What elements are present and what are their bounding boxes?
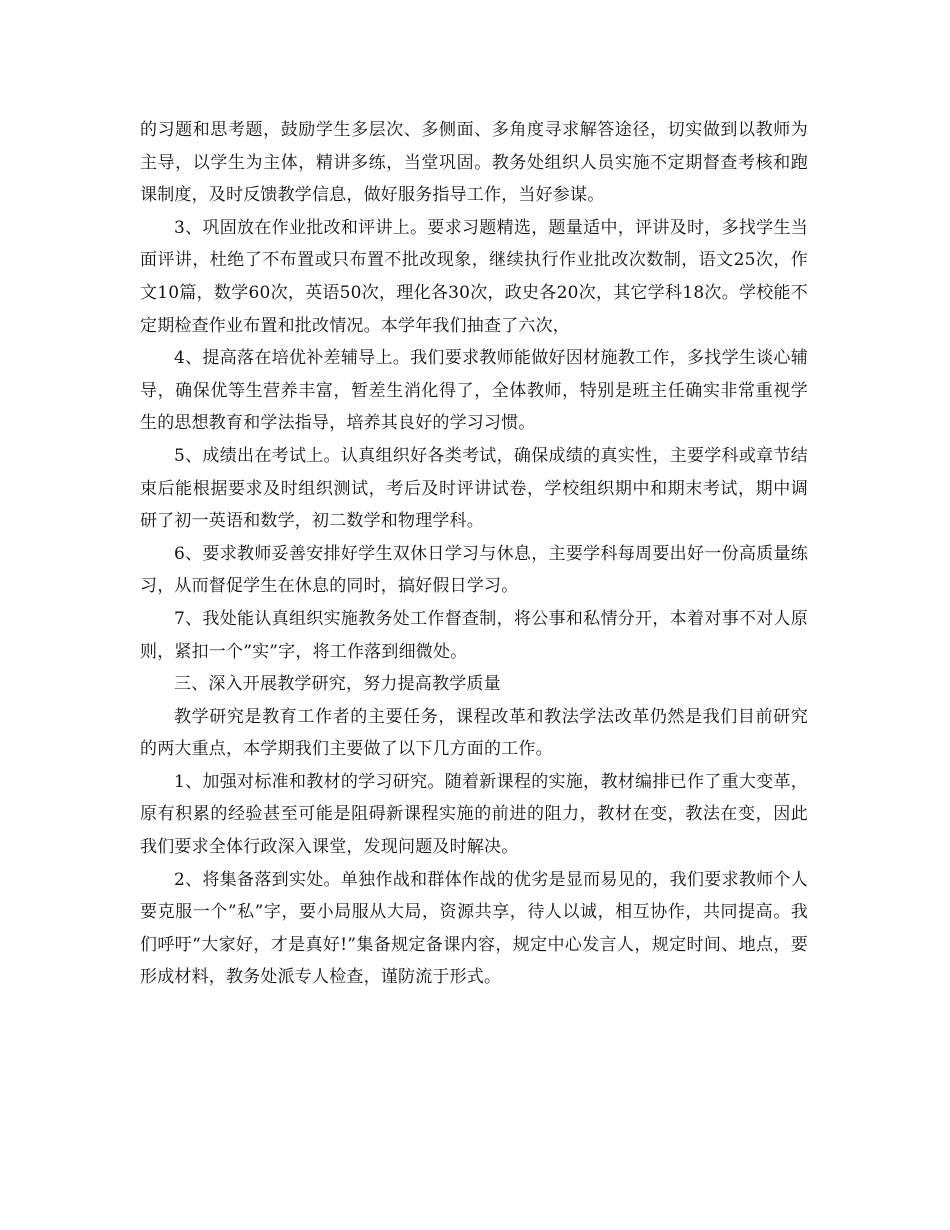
paragraph-6: 7、我处能认真组织实施教务处工作督查制，将公事和私情分开，本着对事不对人原则，紧扣一个”实”字，将工作落到细微处。 xyxy=(140,608,808,662)
paragraph-5: 6、要求教师妥善安排好学生双休日学习与休息，主要学科每周要出好一份高质量练习，从而督促学生在休息的同时，搞好假日学习。 xyxy=(140,543,808,597)
paragraph-1: 的习题和思考题，鼓励学生多层次、多侧面、多角度寻求解答途径，切实做到以教师为主导，以学生为主体，精讲多练，当堂巩固。教务处组织人员实施不定期督查考核和跑课制度，及时反馈教学信息，做好服务指导工作，当好参谋。 xyxy=(140,120,808,206)
paragraph-2: 3、巩固放在作业批改和评讲上。要求习题精选，题量适中，评讲及时，多找学生当面评讲，杜绝了不布置或只布置不批改现象，继续执行作业批改次数制，语文25次，作文10篇，数学60次，英语50次，理化各30次，政史各20次，其它学科18次。学校能不定期检查作业布置和批改情况。本学年我们抽查了六次， xyxy=(140,217,808,336)
paragraph-4: 5、成绩出在考试上。认真组织好各类考试，确保成绩的真实性，主要学科或章节结束后能根据要求及时组织测试，考后及时评讲试卷，学校组织期中和期末考试，期中调研了初一英语和数学，初二数学和物理学科。 xyxy=(140,445,808,532)
paragraph-8: 教学研究是教育工作者的主要任务，课程改革和教法学法改革仍然是我们目前研究的两大重点，本学期我们主要做了以下几方面的工作。 xyxy=(140,706,808,760)
paragraph-10: 2、将集备落到实处。单独作战和群体作战的优劣是显而易见的，我们要求教师个人要克服一个”私”字，要小局服从大局，资源共享，待人以诚，相互协作，共同提高。我们呼吁“大家好，才是真好!”集备规定备课内容，规定中心发言人，规定时间、地点，要形成材料，教务处派专人检查，谨防流于形式。 xyxy=(140,869,808,988)
paragraph-9: 1、加强对标准和教材的学习研究。随着新课程的实施，教材编排已作了重大变革，原有积累的经验甚至可能是阻碍新课程实施的前进的阻力，教材在变，教法在变，因此我们要求全体行政深入课堂，发现问题及时解决。 xyxy=(140,771,808,858)
section-heading: 三、深入开展教学研究，努力提高教学质量 xyxy=(174,674,501,695)
paragraph-3: 4、提高落在培优补差辅导上。我们要求教师能做好因材施教工作，多找学生谈心辅导，确保优等生营养丰富，暂差生消化得了，全体教师，特别是班主任确实非常重视学生的思想教育和学法指导，培养其良好的学习习惯。 xyxy=(140,348,808,434)
document-body xyxy=(140,114,808,994)
